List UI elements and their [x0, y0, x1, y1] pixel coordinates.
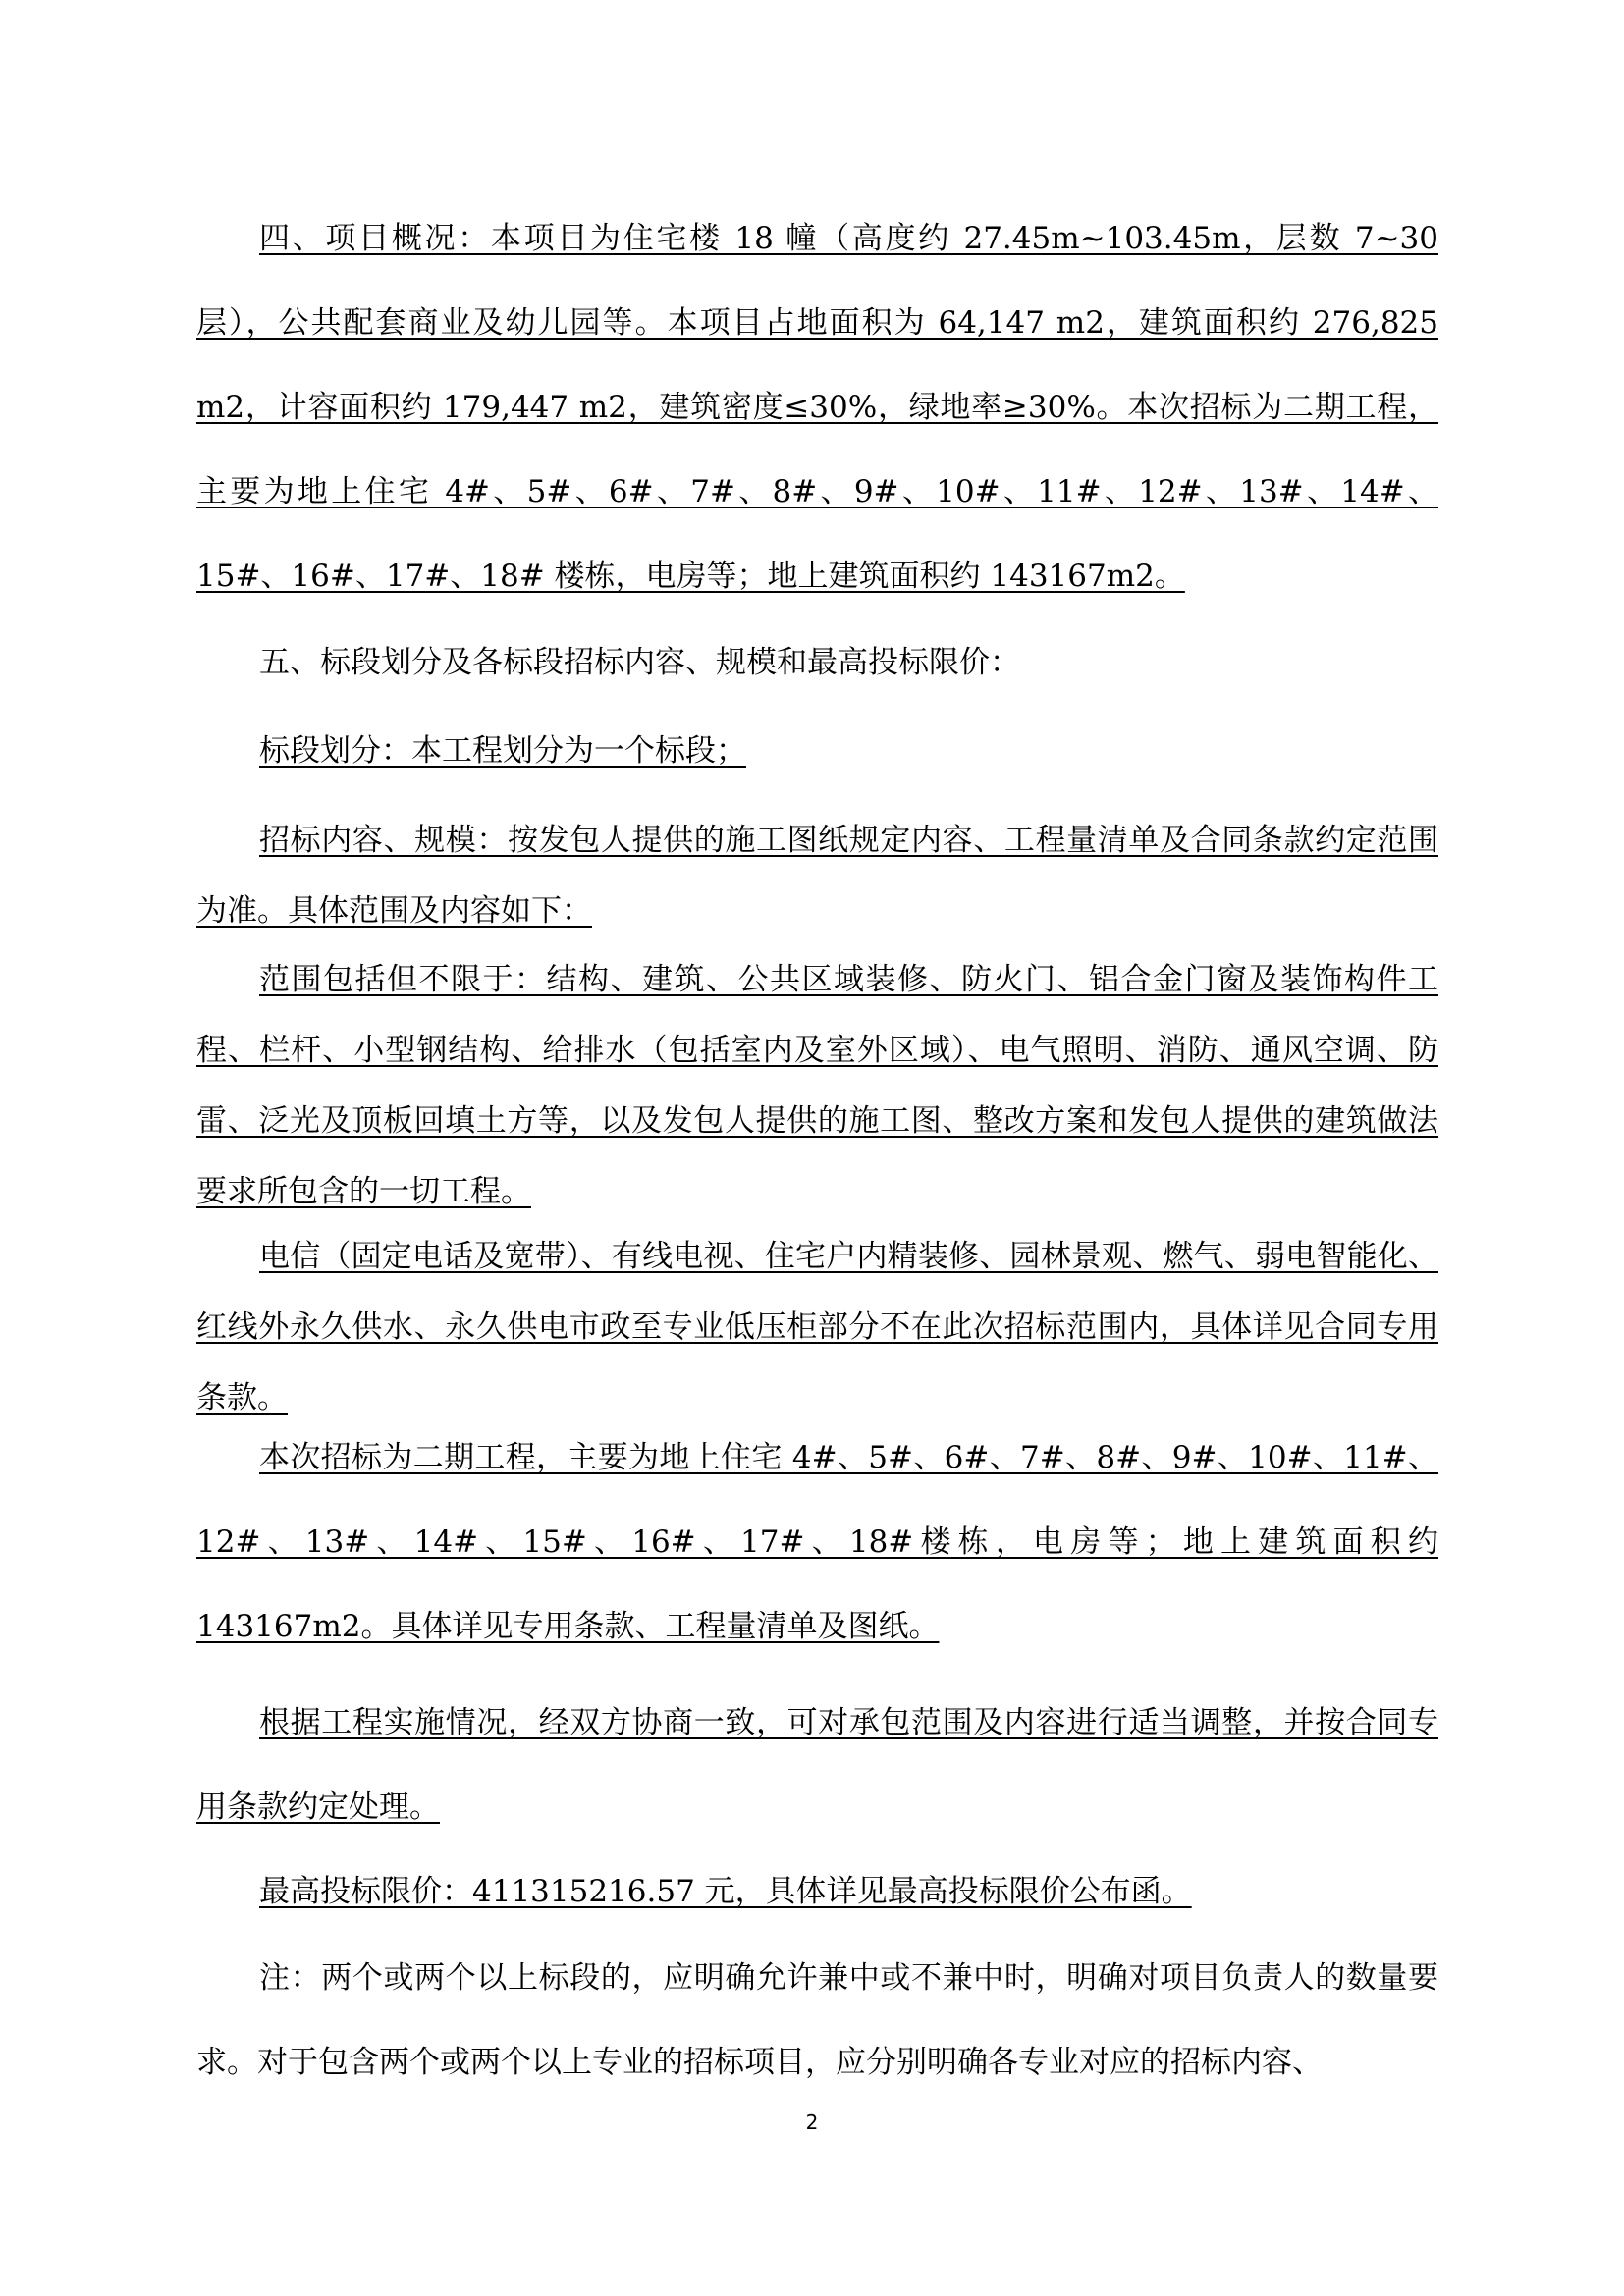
paragraph-max-bid-price	[196, 1849, 1438, 1934]
paragraph-text: 五、标段划分及各标段招标内容、规模和最高投标限价：	[259, 645, 1020, 680]
paragraph-text: 注：两个或两个以上标段的，应明确允许兼中或不兼中时，明确对项目负责人的数量要求。对于包含两个或两个以上专业的招标项目，应分别明确各专业对应的招标内容、	[196, 1960, 1438, 2080]
paragraph-bid-content-scale	[196, 805, 1438, 946]
paragraph-scope-adjustment	[196, 1681, 1438, 1849]
paragraph-text: 最高投标限价：411315216.57 元，具体详见最高投标限价公布函。	[259, 1874, 1192, 1909]
paragraph-section-heading	[196, 620, 1438, 705]
paragraph-scope-excluded	[196, 1221, 1438, 1433]
paragraph-text: 电信（固定电话及宽带）、有线电视、住宅户内精装修、园林景观、燃气、弱电智能化、红线外永久供水、永久供电市政至专业低压柜部分不在此次招标范围内，具体详见合同专用条款。	[196, 1239, 1438, 1415]
paragraph-text: 本次招标为二期工程，主要为地上住宅 4#、5#、6#、7#、8#、9#、10#、11#、12#、13#、14#、15#、16#、17#、18#楼栋，电房等；地上建筑面积约 143167m2。具体详见专用条款、工程量清单及图纸。	[196, 1440, 1438, 1644]
paragraph-scope-included	[196, 944, 1438, 1227]
paragraph-text: 范围包括但不限于：结构、建筑、公共区域装修、防火门、铝合金门窗及装饰构件工程、栏杆、小型钢结构、给排水（包括室内及室外区域）、电气照明、消防、通风空调、防雷、泛光及顶板回填土方等，以及发包人提供的施工图、整改方案和发包人提供的建筑做法要求所包含的一切工程。	[196, 962, 1438, 1209]
paragraph-text: 四、项目概况：本项目为住宅楼 18 幢（高度约 27.45m~103.45m，层数 7~30 层），公共配套商业及幼儿园等。本项目占地面积为 64,147 m2，建筑面积约 276,825 m2，计容面积约 179,447 m2，建筑密度≤30%，绿地率≥30%。本次招标为二期工程，主要为地上住宅 4#、5#、6#、7#、8#、9#、10#、11#、12#、13#、14#、15#、16#、17#、18# 楼栋，电房等；地上建筑面积约 143167m2。	[196, 221, 1438, 594]
paragraph-project-overview	[196, 196, 1438, 618]
page-number: 2	[805, 2110, 819, 2134]
paragraph-text: 标段划分：本工程划分为一个标段；	[259, 733, 746, 769]
paragraph-phase-two	[196, 1415, 1438, 1669]
paragraph-text: 招标内容、规模：按发包人提供的施工图纸规定内容、工程量清单及合同条款约定范围为准。具体范围及内容如下：	[196, 823, 1438, 929]
paragraph-bid-section-division	[196, 709, 1438, 793]
paragraph-note	[196, 1936, 1438, 2105]
paragraph-text: 根据工程实施情况，经双方协商一致，可对承包范围及内容进行适当调整，并按合同专用条款约定处理。	[196, 1705, 1438, 1825]
